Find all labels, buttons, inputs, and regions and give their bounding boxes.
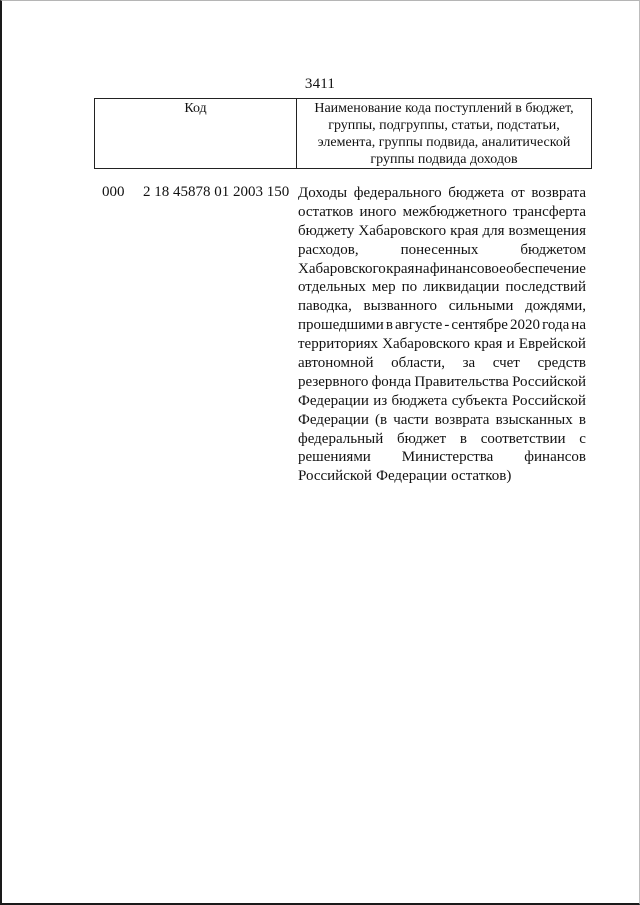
description-word: и	[506, 336, 515, 353]
description-word: возврата	[434, 411, 490, 428]
description-word: федерального	[353, 185, 442, 201]
description-word: Российской	[512, 392, 586, 409]
description-word: по	[401, 279, 418, 296]
description-word: Еврейской	[518, 336, 586, 353]
description-word: края	[474, 336, 503, 353]
description-word: федеральный	[298, 430, 384, 447]
description-word: Доходы	[298, 185, 348, 201]
description-word: остатков)	[451, 468, 512, 485]
description-line	[298, 222, 586, 241]
description-word: от	[510, 185, 525, 201]
description-word: бюджету	[298, 222, 355, 239]
description-line	[298, 448, 586, 467]
description-word: решениями	[298, 449, 371, 466]
description-line	[298, 260, 586, 279]
description-line	[298, 335, 586, 354]
description-word: отдельных	[298, 279, 366, 296]
description-word: паводка,	[298, 298, 352, 315]
description-word: для	[482, 222, 505, 239]
description-word: края	[450, 222, 479, 239]
admin-code: 000	[102, 184, 125, 200]
description-word: края	[386, 260, 415, 277]
description-word: счет	[492, 355, 520, 372]
description-word: трансферта	[513, 203, 586, 220]
description-word: области,	[391, 355, 445, 372]
description-line	[298, 392, 586, 411]
description-word: -	[444, 317, 450, 334]
description-word: остатков	[298, 203, 354, 220]
description-word: бюджета	[391, 392, 448, 409]
description-word: (в	[374, 411, 388, 428]
description-line	[298, 203, 586, 222]
description-word: сильными	[448, 298, 514, 315]
description-word: 2020	[510, 317, 541, 334]
description-word: сентябре	[451, 317, 508, 334]
description-word: прошедшими	[298, 317, 384, 334]
description-word: части	[393, 411, 429, 428]
header-code-cell: Код	[95, 99, 297, 169]
description-word: автономной	[298, 355, 374, 372]
description-word: взысканных	[495, 411, 573, 428]
description-word: финансовое	[429, 260, 506, 277]
description-word: бюджета	[448, 185, 505, 201]
description-word: возврата	[531, 185, 586, 201]
description-word: территориях	[298, 336, 379, 353]
description-word: с	[579, 430, 586, 447]
description-line	[298, 373, 586, 392]
description-word: возмещения	[508, 222, 586, 239]
description-line	[298, 241, 586, 260]
description-word: Федерации	[298, 411, 369, 428]
description-word: Хабаровского	[358, 222, 447, 239]
description-word: Российской	[298, 468, 372, 485]
description-word: субъекта	[451, 392, 508, 409]
description-word: понесенных	[400, 241, 479, 258]
description-line	[298, 411, 586, 430]
description-word: мер	[371, 279, 396, 296]
description-word: в	[385, 317, 393, 334]
description-line	[298, 316, 586, 335]
description-line	[298, 297, 586, 316]
description-word: в	[578, 411, 586, 428]
description-word: бюджет	[397, 430, 447, 447]
description-word: Министерства	[401, 449, 494, 466]
description-word: Федерации	[376, 468, 447, 485]
description-word: Хабаровского	[382, 336, 470, 353]
description-word: межбюджетного	[402, 203, 507, 220]
description-line	[298, 354, 586, 373]
description-word: финансов	[524, 449, 586, 466]
description-word: на	[571, 317, 586, 334]
description-word: средств	[537, 355, 586, 372]
page-number: 3411	[304, 76, 336, 92]
description-word: последствий	[505, 279, 586, 296]
income-description	[298, 184, 586, 486]
description-word: года	[542, 317, 570, 334]
header-name-line: группы подвида доходов	[370, 152, 518, 167]
header-name-cell	[297, 99, 592, 169]
description-word: за	[462, 355, 476, 372]
description-word: на	[414, 260, 430, 277]
description-line	[298, 430, 586, 449]
description-word: Федерации	[298, 392, 369, 409]
description-word: дождями,	[525, 298, 586, 315]
description-word: ликвидации	[423, 279, 500, 296]
description-word: бюджетом	[520, 241, 586, 258]
description-word: Российской	[512, 373, 586, 390]
description-word: обеспечение	[506, 260, 586, 277]
description-word: вызванного	[363, 298, 438, 315]
header-name-line: Наименование кода поступлений в бюджет,	[314, 101, 574, 116]
description-word: иного	[359, 203, 397, 220]
header-name-line: элемента, группы подвида, аналитической	[317, 135, 571, 150]
description-word: августе	[395, 317, 443, 334]
income-code: 2 18 45878 01 2003 150	[143, 184, 290, 200]
description-line	[298, 467, 586, 486]
header-name-line: группы, подгруппы, статьи, подстатьи,	[328, 118, 560, 133]
description-line	[298, 278, 586, 297]
description-word: из	[373, 392, 388, 409]
description-word: Правительства	[414, 373, 509, 390]
description-word: фонда	[371, 373, 412, 390]
description-word: резервного	[298, 373, 369, 390]
description-word: в	[459, 430, 467, 447]
header-table	[94, 98, 592, 169]
description-word: расходов,	[298, 241, 359, 258]
description-word: Хабаровского	[298, 260, 386, 277]
description-word: соответствии	[480, 430, 566, 447]
description-line	[298, 184, 586, 203]
